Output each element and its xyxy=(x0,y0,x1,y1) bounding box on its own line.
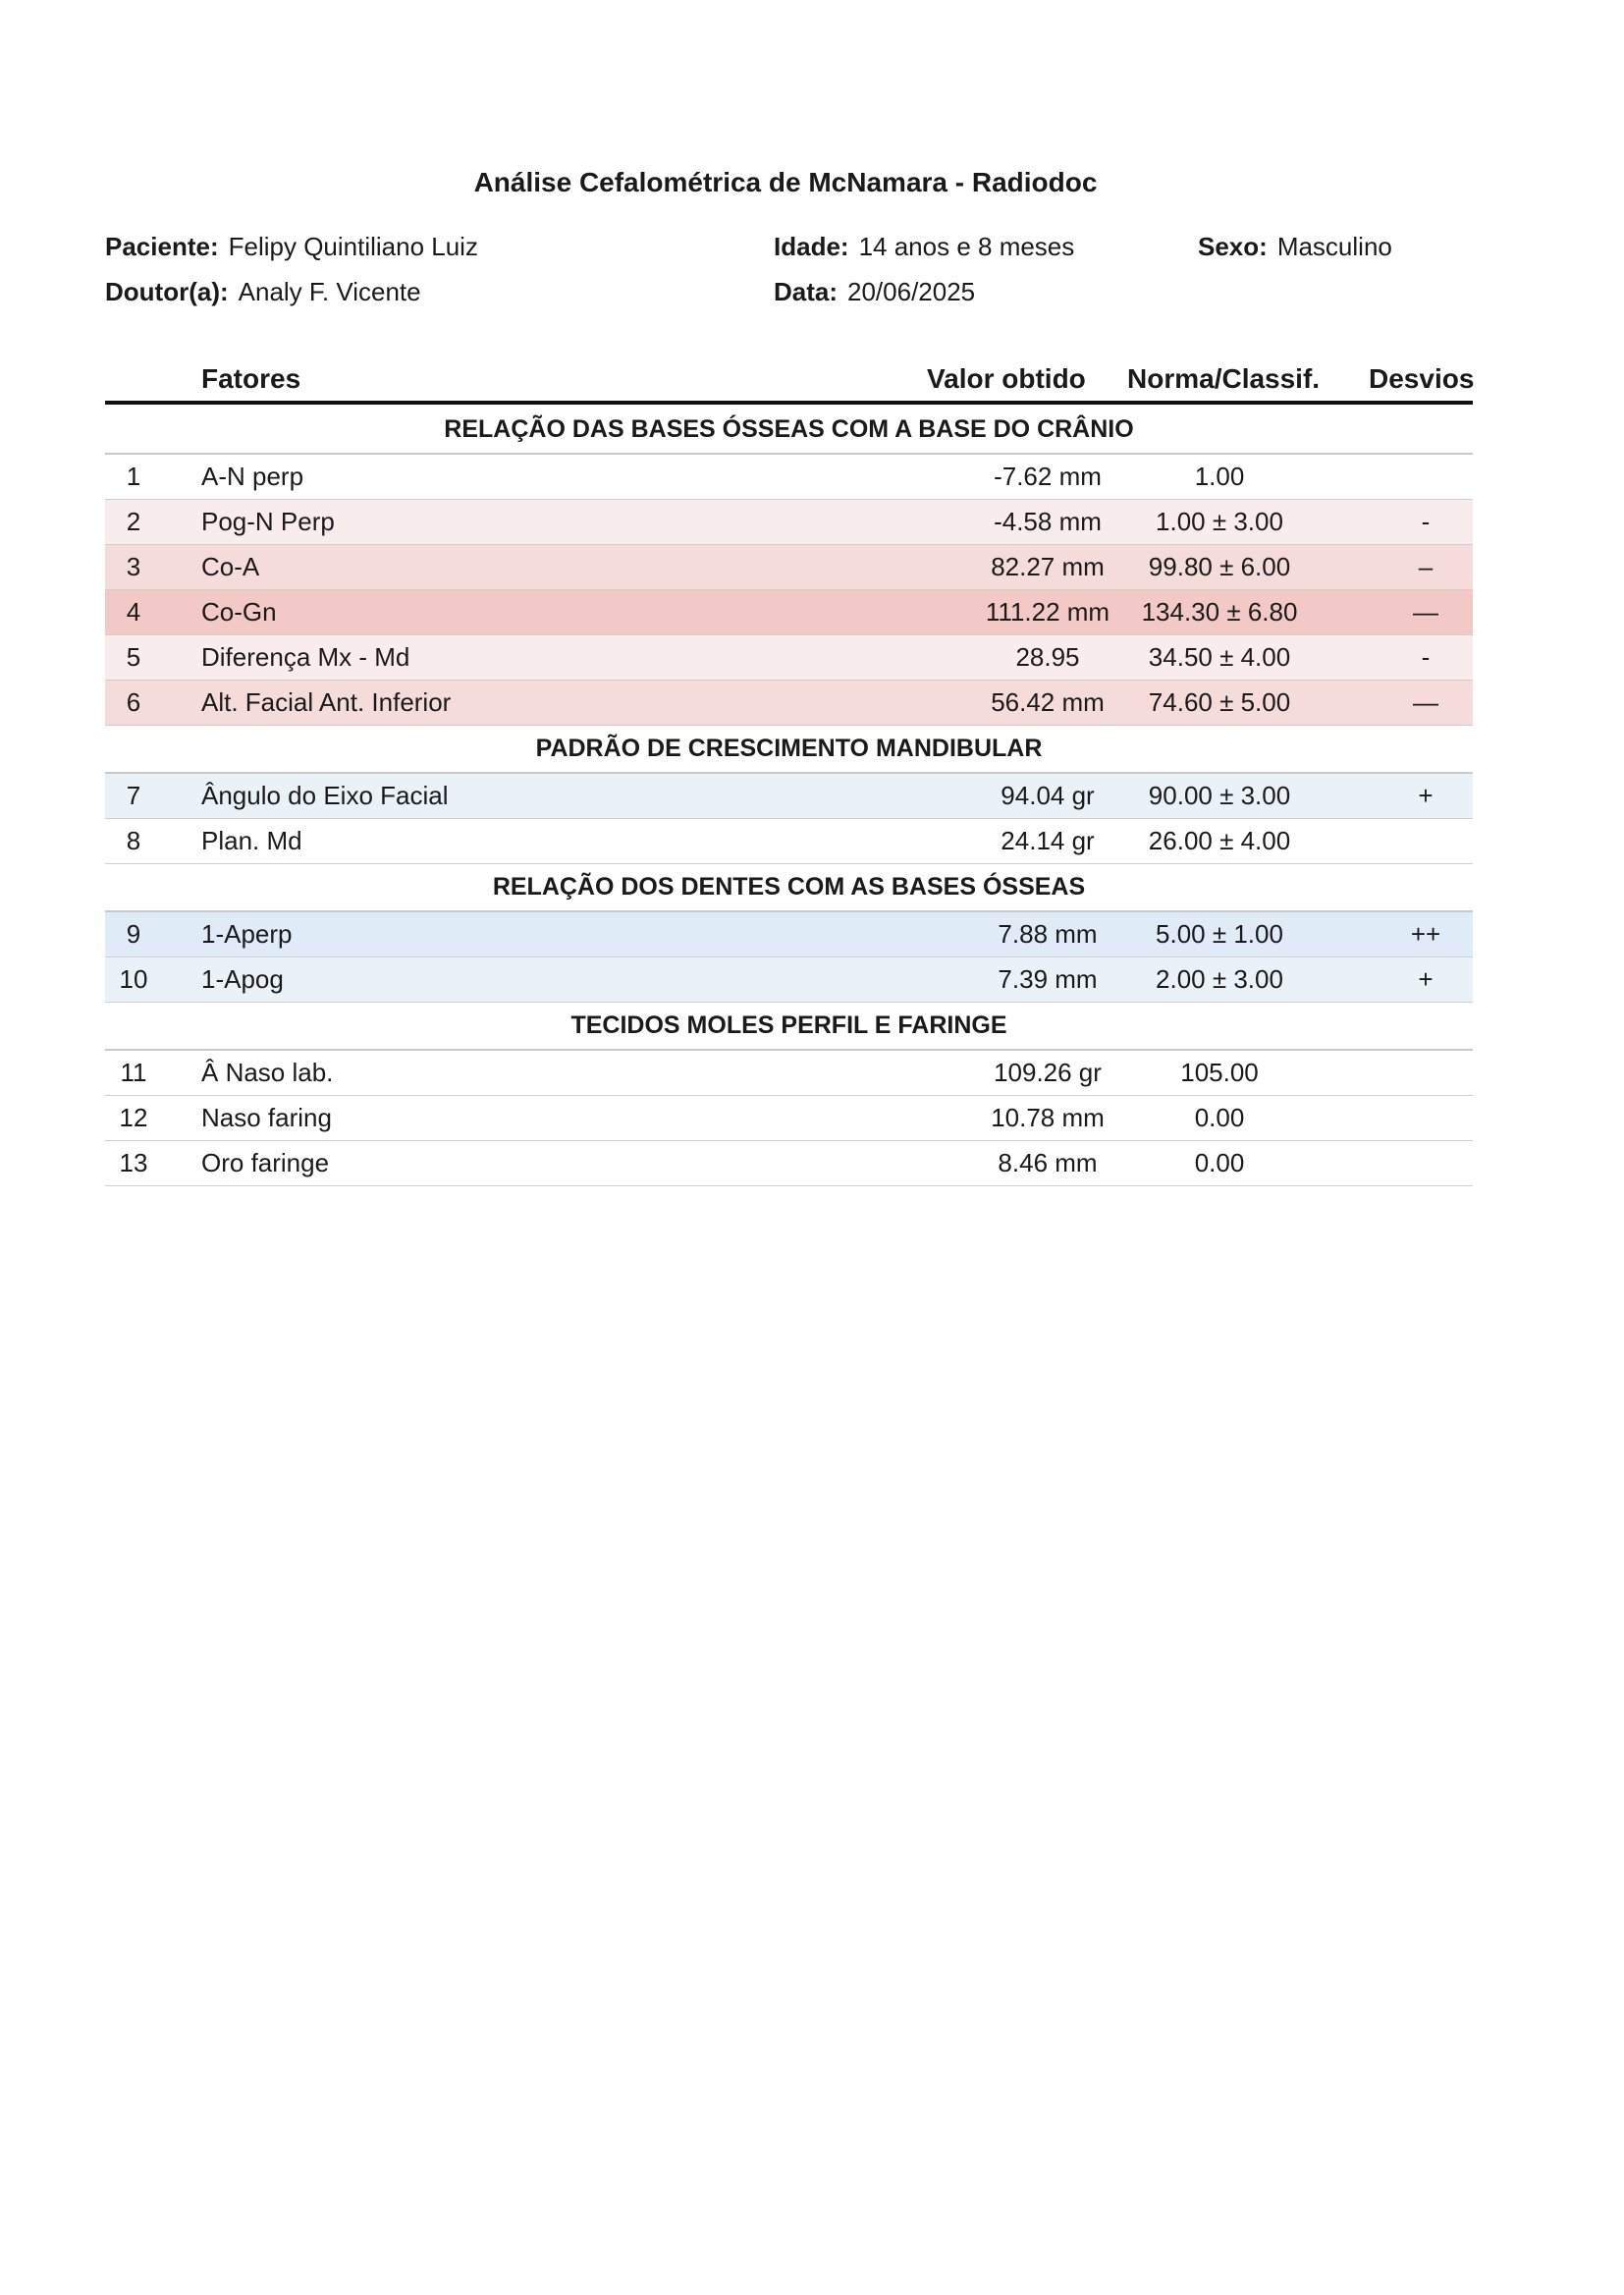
obtained-value: 56.42 mm xyxy=(991,687,1105,717)
deviation-value: – xyxy=(1418,552,1434,581)
table-row xyxy=(105,819,1473,864)
norm-value: 0.00 xyxy=(1194,1103,1245,1132)
obtained-value: 28.95 xyxy=(1015,642,1080,672)
row-number: 4 xyxy=(126,597,141,627)
section-heading: PADRÃO DE CRESCIMENTO MANDIBULAR xyxy=(105,726,1473,774)
factor-name: Ângulo do Eixo Facial xyxy=(201,781,449,810)
row-number: 12 xyxy=(119,1103,148,1132)
obtained-value: 8.46 mm xyxy=(998,1148,1098,1177)
row-number: 8 xyxy=(126,826,141,855)
doctor-field xyxy=(105,277,421,307)
age-field xyxy=(774,232,1074,262)
obtained-value: -7.62 mm xyxy=(994,462,1102,491)
obtained-value: 111.22 mm xyxy=(985,597,1110,627)
table-row xyxy=(105,635,1473,681)
factor-name: Naso faring xyxy=(201,1103,332,1132)
doctor-label: Doutor(a): xyxy=(105,277,229,306)
header-norma: Norma/Classif. xyxy=(1127,363,1321,394)
factor-name: Co-Gn xyxy=(201,597,277,627)
row-number: 5 xyxy=(126,642,141,672)
norm-value: 1.00 ± 3.00 xyxy=(1156,507,1283,536)
obtained-value: 7.39 mm xyxy=(998,964,1098,994)
date-label: Data: xyxy=(774,277,839,306)
row-number: 6 xyxy=(126,687,141,717)
table-row xyxy=(105,500,1473,545)
deviation-value: — xyxy=(1413,597,1438,627)
row-number: 3 xyxy=(126,552,141,581)
row-number: 7 xyxy=(126,781,141,810)
norm-value: 74.60 ± 5.00 xyxy=(1148,687,1291,717)
age-value: 14 anos e 8 meses xyxy=(858,232,1075,261)
section-heading: RELAÇÃO DOS DENTES COM AS BASES ÓSSEAS xyxy=(105,864,1473,912)
norm-value: 26.00 ± 4.00 xyxy=(1148,826,1291,855)
deviation-value: — xyxy=(1413,687,1438,717)
factor-name: 1-Apog xyxy=(201,964,284,994)
norm-value: 5.00 ± 1.00 xyxy=(1156,919,1283,949)
factor-name: Diferença Mx - Md xyxy=(201,642,410,672)
norm-value: 90.00 ± 3.00 xyxy=(1148,781,1291,810)
obtained-value: 94.04 gr xyxy=(1001,781,1095,810)
norm-value: 34.50 ± 4.00 xyxy=(1148,642,1291,672)
report-title: Análise Cefalométrica de McNamara - Radiodoc xyxy=(473,167,1098,197)
norm-value: 105.00 xyxy=(1180,1058,1259,1087)
obtained-value: 24.14 gr xyxy=(1001,826,1095,855)
obtained-value: 10.78 mm xyxy=(991,1103,1105,1132)
section-heading: RELAÇÃO DAS BASES ÓSSEAS COM A BASE DO CRÂNIO xyxy=(105,407,1473,455)
row-number: 10 xyxy=(119,964,148,994)
date-value: 20/06/2025 xyxy=(847,277,976,306)
table-row xyxy=(105,774,1473,819)
row-number: 9 xyxy=(126,919,141,949)
header-desvios: Desvios xyxy=(1369,363,1475,394)
deviation-value: - xyxy=(1421,642,1431,672)
table-row xyxy=(105,455,1473,500)
factor-name: Oro faringe xyxy=(201,1148,330,1177)
obtained-value: 109.26 gr xyxy=(994,1058,1102,1087)
norm-value: 99.80 ± 6.00 xyxy=(1148,552,1291,581)
age-label: Idade: xyxy=(774,232,849,261)
table-row xyxy=(105,590,1473,635)
section-heading: TECIDOS MOLES PERFIL E FARINGE xyxy=(105,1003,1473,1051)
table-row xyxy=(105,912,1473,957)
sex-value: Masculino xyxy=(1276,232,1392,261)
norm-value: 0.00 xyxy=(1194,1148,1245,1177)
norm-value: 134.30 ± 6.80 xyxy=(1141,597,1298,627)
obtained-value: -4.58 mm xyxy=(994,507,1102,536)
sex-label: Sexo: xyxy=(1198,232,1268,261)
deviation-value: + xyxy=(1418,964,1434,994)
table-row xyxy=(105,1051,1473,1096)
sex-field xyxy=(1198,232,1392,262)
table-row xyxy=(105,545,1473,590)
table-row xyxy=(105,957,1473,1003)
results-table xyxy=(105,407,1473,1186)
obtained-value: 7.88 mm xyxy=(998,919,1098,949)
factor-name: 1-Aperp xyxy=(201,919,293,949)
row-number: 11 xyxy=(120,1058,147,1087)
table-row xyxy=(105,1096,1473,1141)
date-field xyxy=(774,277,975,307)
factor-name: A-N perp xyxy=(201,462,304,491)
factor-name: Co-A xyxy=(201,552,260,581)
row-number: 13 xyxy=(119,1148,148,1177)
factor-name: Pog-N Perp xyxy=(201,507,335,536)
header-fatores: Fatores xyxy=(201,363,301,394)
deviation-value: ++ xyxy=(1410,919,1441,949)
patient-name-field xyxy=(105,232,478,262)
row-number: 2 xyxy=(126,507,141,536)
factor-name: Alt. Facial Ant. Inferior xyxy=(201,687,452,717)
patient-name: Felipy Quintiliano Luiz xyxy=(228,232,478,261)
norm-value: 2.00 ± 3.00 xyxy=(1156,964,1283,994)
patient-label: Paciente: xyxy=(105,232,219,261)
row-number: 1 xyxy=(126,462,141,491)
factor-name: Plan. Md xyxy=(201,826,302,855)
norm-value: 1.00 xyxy=(1194,462,1245,491)
table-row xyxy=(105,681,1473,726)
deviation-value: + xyxy=(1418,781,1434,810)
deviation-value: - xyxy=(1421,507,1431,536)
factor-name: Â Naso lab. xyxy=(201,1058,334,1087)
header-divider xyxy=(105,401,1473,405)
obtained-value: 82.27 mm xyxy=(991,552,1105,581)
table-row xyxy=(105,1141,1473,1186)
header-valor-obtido: Valor obtido xyxy=(927,363,1086,394)
doctor-name: Analy F. Vicente xyxy=(238,277,421,306)
